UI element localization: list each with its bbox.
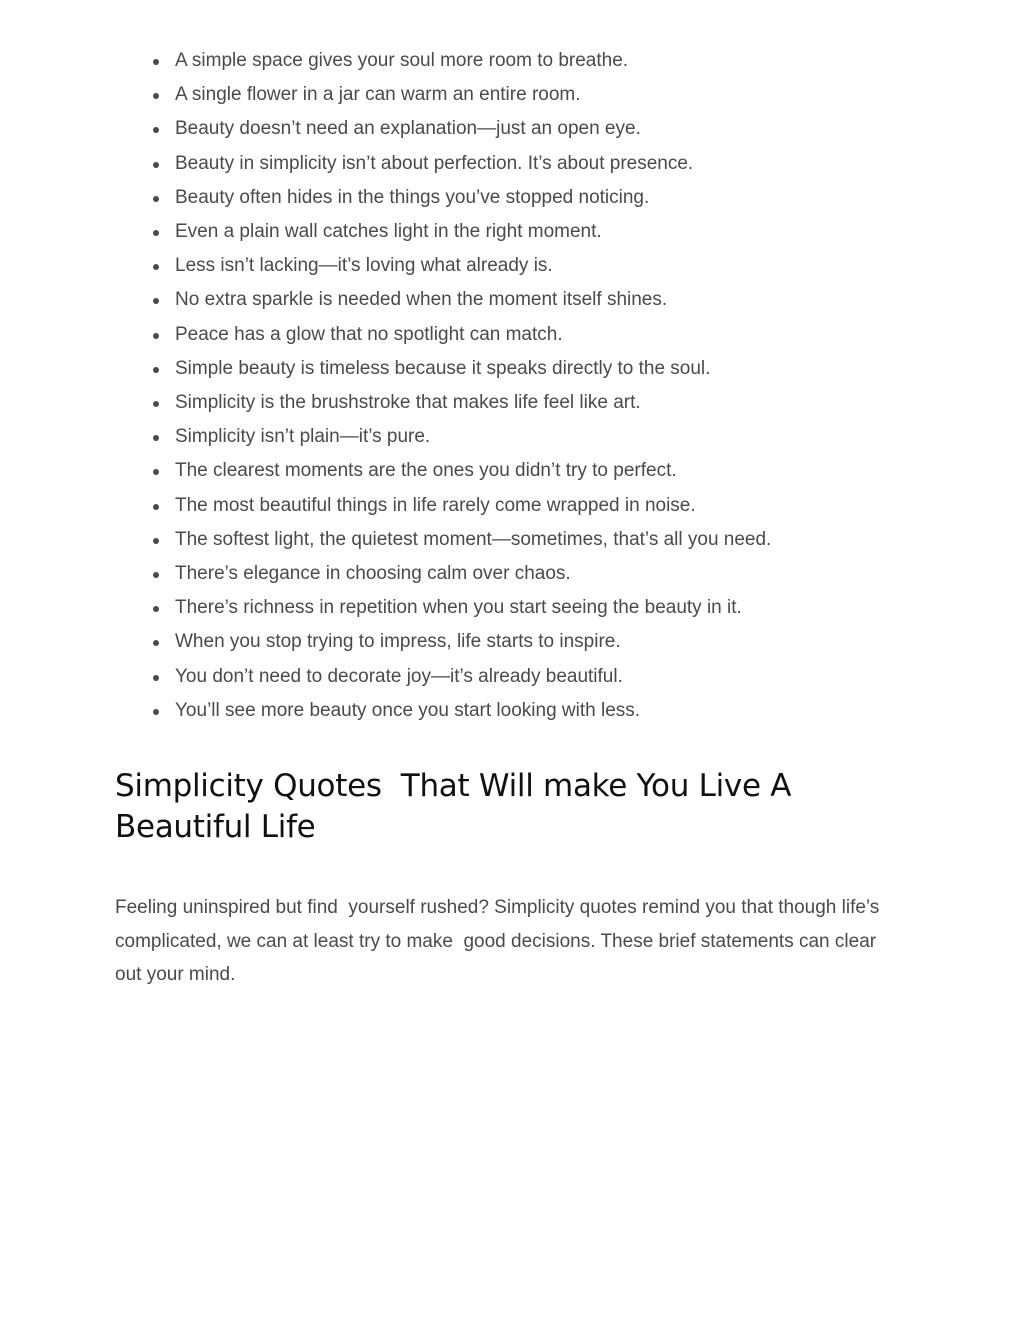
list-item <box>175 78 895 112</box>
list-item <box>175 660 895 694</box>
bullet-icon <box>153 572 159 578</box>
list-item <box>175 147 895 181</box>
quote-text: The clearest moments are the ones you didn’t try to perfect. <box>175 460 677 482</box>
quote-text: You don’t need to decorate joy—it’s already beautiful. <box>175 665 623 687</box>
bullet-icon <box>153 401 159 407</box>
bullet-icon <box>153 435 159 441</box>
list-item <box>175 420 895 454</box>
bullet-icon <box>153 93 159 99</box>
quote-text: Even a plain wall catches light in the right moment. <box>175 221 602 243</box>
quote-text: Simplicity isn’t plain—it’s pure. <box>175 426 431 448</box>
list-item <box>175 112 895 146</box>
bullet-icon <box>153 196 159 202</box>
list-item <box>175 44 895 78</box>
quote-text: Beauty in simplicity isn’t about perfection. It’s about presence. <box>175 152 694 174</box>
bullet-icon <box>153 709 159 715</box>
list-item <box>175 249 895 283</box>
bullet-icon <box>153 606 159 612</box>
quote-text: Less isn’t lacking—it’s loving what already is. <box>175 255 553 277</box>
quote-list <box>115 44 895 728</box>
bullet-icon <box>153 298 159 304</box>
bullet-icon <box>153 640 159 646</box>
quote-text: Simplicity is the brushstroke that makes life feel like art. <box>175 392 641 414</box>
quote-text: You’ll see more beauty once you start looking with less. <box>175 699 641 721</box>
list-item <box>175 386 895 420</box>
bullet-icon <box>153 469 159 475</box>
list-item <box>175 318 895 352</box>
quote-text: No extra sparkle is needed when the moment itself shines. <box>175 289 668 311</box>
quote-text: When you stop trying to impress, life starts to inspire. <box>175 631 621 653</box>
bullet-icon <box>153 264 159 270</box>
list-item <box>175 215 895 249</box>
list-item <box>175 591 895 625</box>
list-item <box>175 625 895 659</box>
list-item <box>175 181 895 215</box>
bullet-icon <box>153 230 159 236</box>
quote-text: The most beautiful things in life rarely come wrapped in noise. <box>175 494 696 516</box>
bullet-icon <box>153 162 159 168</box>
bullet-icon <box>153 504 159 510</box>
list-item <box>175 523 895 557</box>
quote-text: There’s richness in repetition when you start seeing the beauty in it. <box>175 597 742 619</box>
quote-text: Beauty doesn’t need an explanation—just an open eye. <box>175 118 641 140</box>
quote-text: A single flower in a jar can warm an entire room. <box>175 84 581 106</box>
bullet-icon <box>153 127 159 133</box>
list-item <box>175 557 895 591</box>
quote-text: Beauty often hides in the things you’ve stopped noticing. <box>175 186 650 208</box>
list-item <box>175 283 895 317</box>
article-content <box>115 44 895 992</box>
list-item <box>175 352 895 386</box>
bullet-icon <box>153 59 159 65</box>
list-item <box>175 694 895 728</box>
quote-text: Peace has a glow that no spotlight can match. <box>175 323 563 345</box>
bullet-icon <box>153 367 159 373</box>
quote-text: A simple space gives your soul more room to breathe. <box>175 50 629 71</box>
quote-text: The softest light, the quietest moment—sometimes, that’s all you need. <box>175 528 772 550</box>
list-item <box>175 489 895 523</box>
bullet-icon <box>153 333 159 339</box>
quote-text: Simple beauty is timeless because it speaks directly to the soul. <box>175 357 711 379</box>
bullet-icon <box>153 538 159 544</box>
intro-paragraph: Feeling uninspired but find yourself rushed? Simplicity quotes remind you that though life’s complicated, we can at least try to make good decisions. These brief statements can clear out your mind. <box>115 897 885 986</box>
quote-text: There’s elegance in choosing calm over chaos. <box>175 563 571 585</box>
section-heading: Simplicity Quotes That Will make You Live A Beautiful Life <box>115 768 801 846</box>
bullet-icon <box>153 675 159 681</box>
list-item <box>175 454 895 488</box>
